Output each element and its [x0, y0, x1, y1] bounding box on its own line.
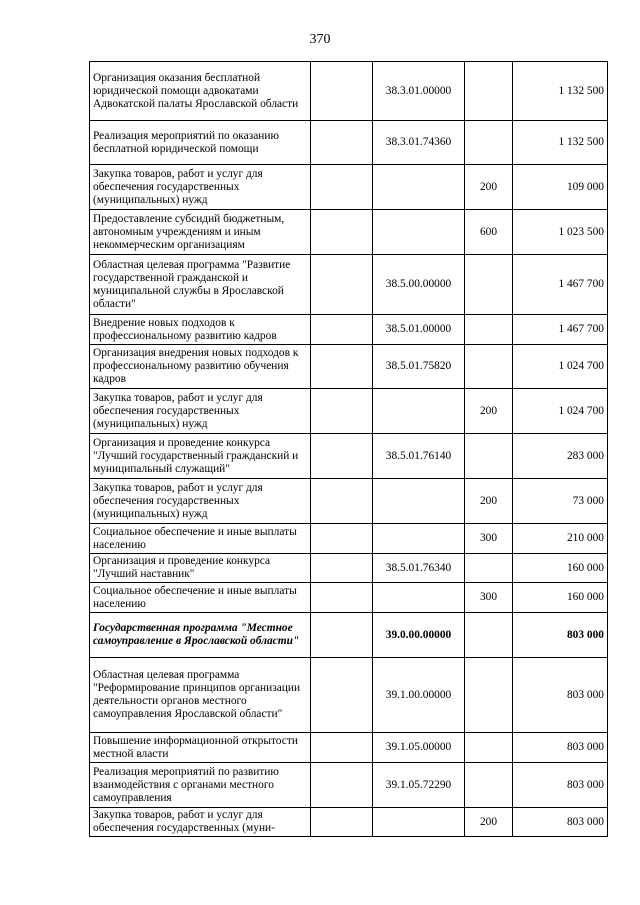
row-name: Закупка товаров, работ и услуг для обеспечения государственных (муниципальных) нужд — [90, 479, 311, 524]
row-name: Закупка товаров, работ и услуг для обеспечения государственных (муни- — [90, 808, 311, 837]
row-amount: 1 132 500 — [513, 121, 608, 165]
row-amount: 1 023 500 — [513, 210, 608, 255]
budget-table — [89, 61, 608, 837]
row-expense-type — [465, 345, 513, 389]
row-blank-cell — [311, 389, 373, 434]
row-expense-type: 300 — [465, 524, 513, 554]
row-amount: 73 000 — [513, 479, 608, 524]
table-row — [90, 389, 608, 434]
row-name: Закупка товаров, работ и услуг для обеспечения государственных (муниципальных) нужд — [90, 389, 311, 434]
row-amount: 283 000 — [513, 434, 608, 479]
row-amount: 109 000 — [513, 165, 608, 210]
row-blank-cell — [311, 121, 373, 165]
row-expense-type: 200 — [465, 479, 513, 524]
row-code: 38.5.01.76140 — [373, 434, 465, 479]
table-row — [90, 583, 608, 613]
row-name: Областная целевая программа "Реформирование принципов организации деятельности органов местного самоуправления Ярославской области" — [90, 658, 311, 733]
row-amount: 1 467 700 — [513, 255, 608, 315]
row-name: Социальное обеспечение и иные выплаты населению — [90, 524, 311, 554]
row-amount: 803 000 — [513, 808, 608, 837]
row-expense-type: 300 — [465, 583, 513, 613]
row-expense-type — [465, 62, 513, 121]
row-name: Организация внедрения новых подходов к профессиональному развитию обучения кадров — [90, 345, 311, 389]
row-blank-cell — [311, 733, 373, 763]
row-amount: 803 000 — [513, 763, 608, 808]
row-blank-cell — [311, 434, 373, 479]
row-code: 39.1.05.00000 — [373, 733, 465, 763]
row-code: 38.5.01.75820 — [373, 345, 465, 389]
row-blank-cell — [311, 62, 373, 121]
table-row-program — [90, 613, 608, 658]
table-row — [90, 315, 608, 345]
table-row — [90, 554, 608, 583]
row-code: 38.5.00.00000 — [373, 255, 465, 315]
row-code: 38.5.01.76340 — [373, 554, 465, 583]
row-expense-type — [465, 121, 513, 165]
row-expense-type: 200 — [465, 389, 513, 434]
row-blank-cell — [311, 345, 373, 389]
row-blank-cell — [311, 210, 373, 255]
row-code — [373, 808, 465, 837]
row-name: Реализация мероприятий по развитию взаимодействия с органами местного самоуправления — [90, 763, 311, 808]
table-row — [90, 808, 608, 837]
row-expense-type: 200 — [465, 165, 513, 210]
table-row — [90, 62, 608, 121]
row-code: 39.1.05.72290 — [373, 763, 465, 808]
row-blank-cell — [311, 658, 373, 733]
table-row — [90, 255, 608, 315]
row-expense-type — [465, 733, 513, 763]
row-blank-cell — [311, 763, 373, 808]
row-code — [373, 524, 465, 554]
row-code: 38.3.01.74360 — [373, 121, 465, 165]
table-row — [90, 121, 608, 165]
table-row — [90, 733, 608, 763]
row-amount: 803 000 — [513, 733, 608, 763]
row-blank-cell — [311, 613, 373, 658]
row-name: Организация и проведение конкурса "Лучший государственный гражданский и муниципальный служащий" — [90, 434, 311, 479]
row-amount: 1 024 700 — [513, 345, 608, 389]
row-name: Государственная программа "Местное самоуправление в Ярославской области" — [90, 613, 311, 658]
row-expense-type — [465, 554, 513, 583]
row-name: Закупка товаров, работ и услуг для обеспечения государственных (муниципальных) нужд — [90, 165, 311, 210]
row-code: 39.0.00.00000 — [373, 613, 465, 658]
row-blank-cell — [311, 165, 373, 210]
row-expense-type — [465, 763, 513, 808]
row-amount: 803 000 — [513, 613, 608, 658]
row-code — [373, 165, 465, 210]
table-row — [90, 165, 608, 210]
row-expense-type — [465, 434, 513, 479]
row-code — [373, 210, 465, 255]
row-code — [373, 583, 465, 613]
row-name: Предоставление субсидий бюджетным, автономным учреждениям и иным некоммерческим организациям — [90, 210, 311, 255]
table-row — [90, 479, 608, 524]
table-row — [90, 434, 608, 479]
row-amount: 1 132 500 — [513, 62, 608, 121]
row-expense-type: 200 — [465, 808, 513, 837]
row-blank-cell — [311, 583, 373, 613]
row-amount: 160 000 — [513, 554, 608, 583]
row-blank-cell — [311, 315, 373, 345]
row-name: Организация и проведение конкурса "Лучший наставник" — [90, 554, 311, 583]
row-code: 38.3.01.00000 — [373, 62, 465, 121]
row-expense-type — [465, 315, 513, 345]
row-amount: 210 000 — [513, 524, 608, 554]
table-row — [90, 524, 608, 554]
row-code: 38.5.01.00000 — [373, 315, 465, 345]
table-row — [90, 345, 608, 389]
table-row — [90, 210, 608, 255]
table-row — [90, 658, 608, 733]
page-number: 370 — [309, 32, 331, 47]
row-expense-type — [465, 613, 513, 658]
row-blank-cell — [311, 479, 373, 524]
row-code — [373, 479, 465, 524]
budget-table-body — [90, 62, 608, 837]
row-name: Повышение информационной открытости местной власти — [90, 733, 311, 763]
row-name: Областная целевая программа "Развитие государственной гражданской и муниципальной службы в Ярославской области" — [90, 255, 311, 315]
row-name: Организация оказания бесплатной юридической помощи адвокатами Адвокатской палаты Ярославской области — [90, 62, 311, 121]
table-row — [90, 763, 608, 808]
row-blank-cell — [311, 554, 373, 583]
row-blank-cell — [311, 255, 373, 315]
row-name: Внедрение новых подходов к профессиональному развитию кадров — [90, 315, 311, 345]
row-amount: 1 024 700 — [513, 389, 608, 434]
row-name: Реализация мероприятий по оказанию бесплатной юридической помощи — [90, 121, 311, 165]
row-blank-cell — [311, 524, 373, 554]
row-expense-type — [465, 658, 513, 733]
row-amount: 160 000 — [513, 583, 608, 613]
row-code — [373, 389, 465, 434]
row-expense-type: 600 — [465, 210, 513, 255]
row-expense-type — [465, 255, 513, 315]
row-code: 39.1.00.00000 — [373, 658, 465, 733]
row-blank-cell — [311, 808, 373, 837]
row-amount: 1 467 700 — [513, 315, 608, 345]
row-amount: 803 000 — [513, 658, 608, 733]
row-name: Социальное обеспечение и иные выплаты населению — [90, 583, 311, 613]
